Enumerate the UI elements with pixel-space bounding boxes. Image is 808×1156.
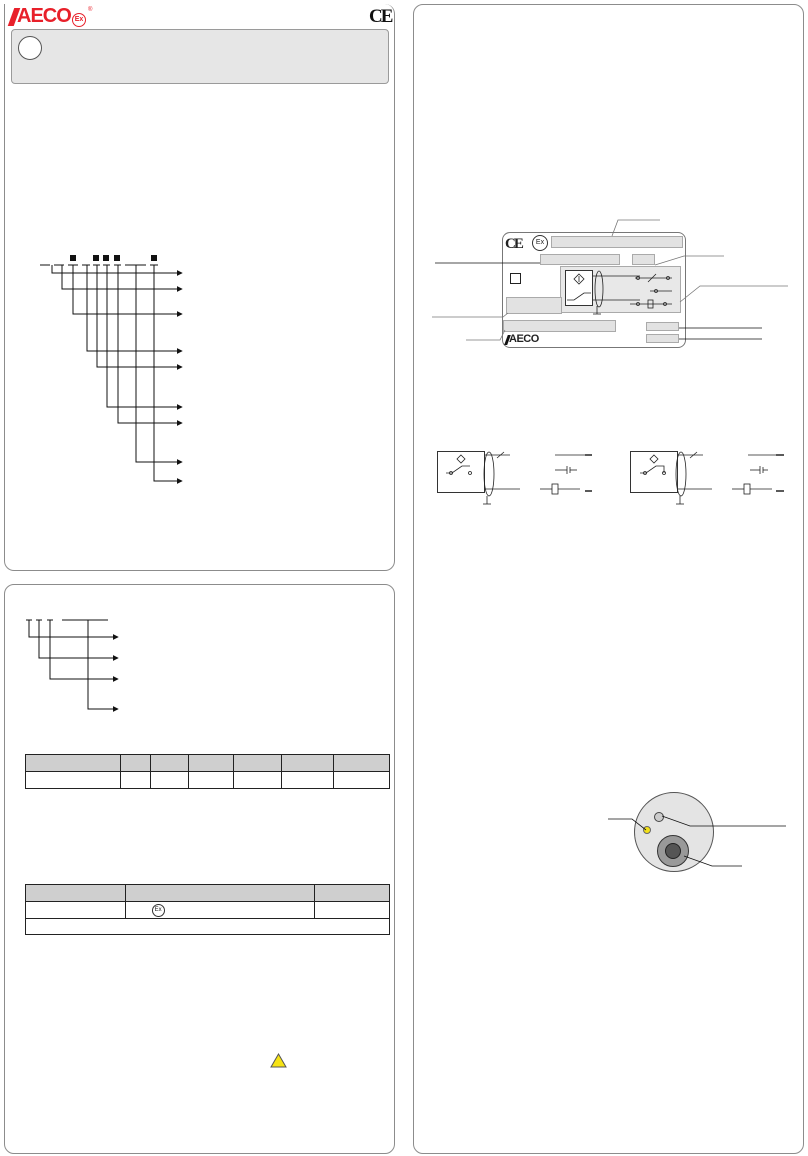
- table-header-row: [26, 755, 390, 772]
- registered-mark: ®: [88, 7, 93, 13]
- sensitivity-screw-icon: [654, 812, 664, 822]
- plate-logo: AECO: [509, 333, 539, 345]
- table-header-cell: [26, 885, 126, 902]
- atex-ex-icon: Ex: [152, 904, 165, 917]
- plate-field-model: [551, 236, 683, 248]
- table-header-cell: [26, 755, 121, 772]
- spec-table-1: [25, 754, 390, 789]
- plate-field-b: [646, 334, 679, 343]
- logo-ex-icon: Ex: [72, 13, 86, 27]
- table-cell: [188, 772, 234, 789]
- plate-field-params: [506, 297, 562, 314]
- table-cell: [282, 772, 334, 789]
- table-header-cell: [188, 755, 234, 772]
- plate-ce-icon: CE: [505, 236, 522, 252]
- plate-field-serial: [503, 320, 616, 332]
- cable-core-icon: [665, 843, 681, 859]
- plate-sensor-symbol: [565, 270, 593, 306]
- logo-text: AECO: [17, 5, 71, 27]
- plate-field-a: [646, 322, 679, 331]
- language-circle-icon: [18, 36, 42, 60]
- top-left-panel: [4, 4, 395, 571]
- table-header-cell: [234, 755, 282, 772]
- table-cell: [234, 772, 282, 789]
- right-panel: [413, 4, 804, 1154]
- ce-mark-icon: CE: [369, 6, 392, 27]
- plate-field-extra: [632, 254, 655, 265]
- bottom-left-panel: [4, 584, 395, 1154]
- table-row: [26, 902, 390, 919]
- table-header-cell: [125, 885, 315, 902]
- table-row: [26, 772, 390, 789]
- header-box: [11, 29, 389, 84]
- table-row: [26, 919, 390, 935]
- spec-table-2: [25, 884, 390, 935]
- led-indicator-icon: [643, 826, 651, 834]
- table-cell: [334, 772, 390, 789]
- table-header-cell: [315, 885, 390, 902]
- aeco-logo: [10, 5, 93, 27]
- table-cell: [315, 902, 390, 919]
- table-cell: [125, 902, 315, 919]
- table-header-cell: [334, 755, 390, 772]
- table-cell: [120, 772, 150, 789]
- plate-field-code: [540, 254, 620, 265]
- double-insulation-icon: [510, 273, 521, 284]
- table-header-cell: [150, 755, 188, 772]
- table-header-row: [26, 885, 390, 902]
- table-note-cell: [26, 919, 390, 935]
- plate-ex-icon: Ex: [532, 235, 548, 251]
- wiring-diagram-sensor-2: [630, 451, 678, 493]
- table-header-cell: [282, 755, 334, 772]
- warning-triangle-icon: [270, 1053, 287, 1068]
- table-cell: [150, 772, 188, 789]
- table-cell: [26, 902, 126, 919]
- table-header-cell: [120, 755, 150, 772]
- table-cell: [26, 772, 121, 789]
- wiring-diagram-sensor-1: [437, 451, 485, 493]
